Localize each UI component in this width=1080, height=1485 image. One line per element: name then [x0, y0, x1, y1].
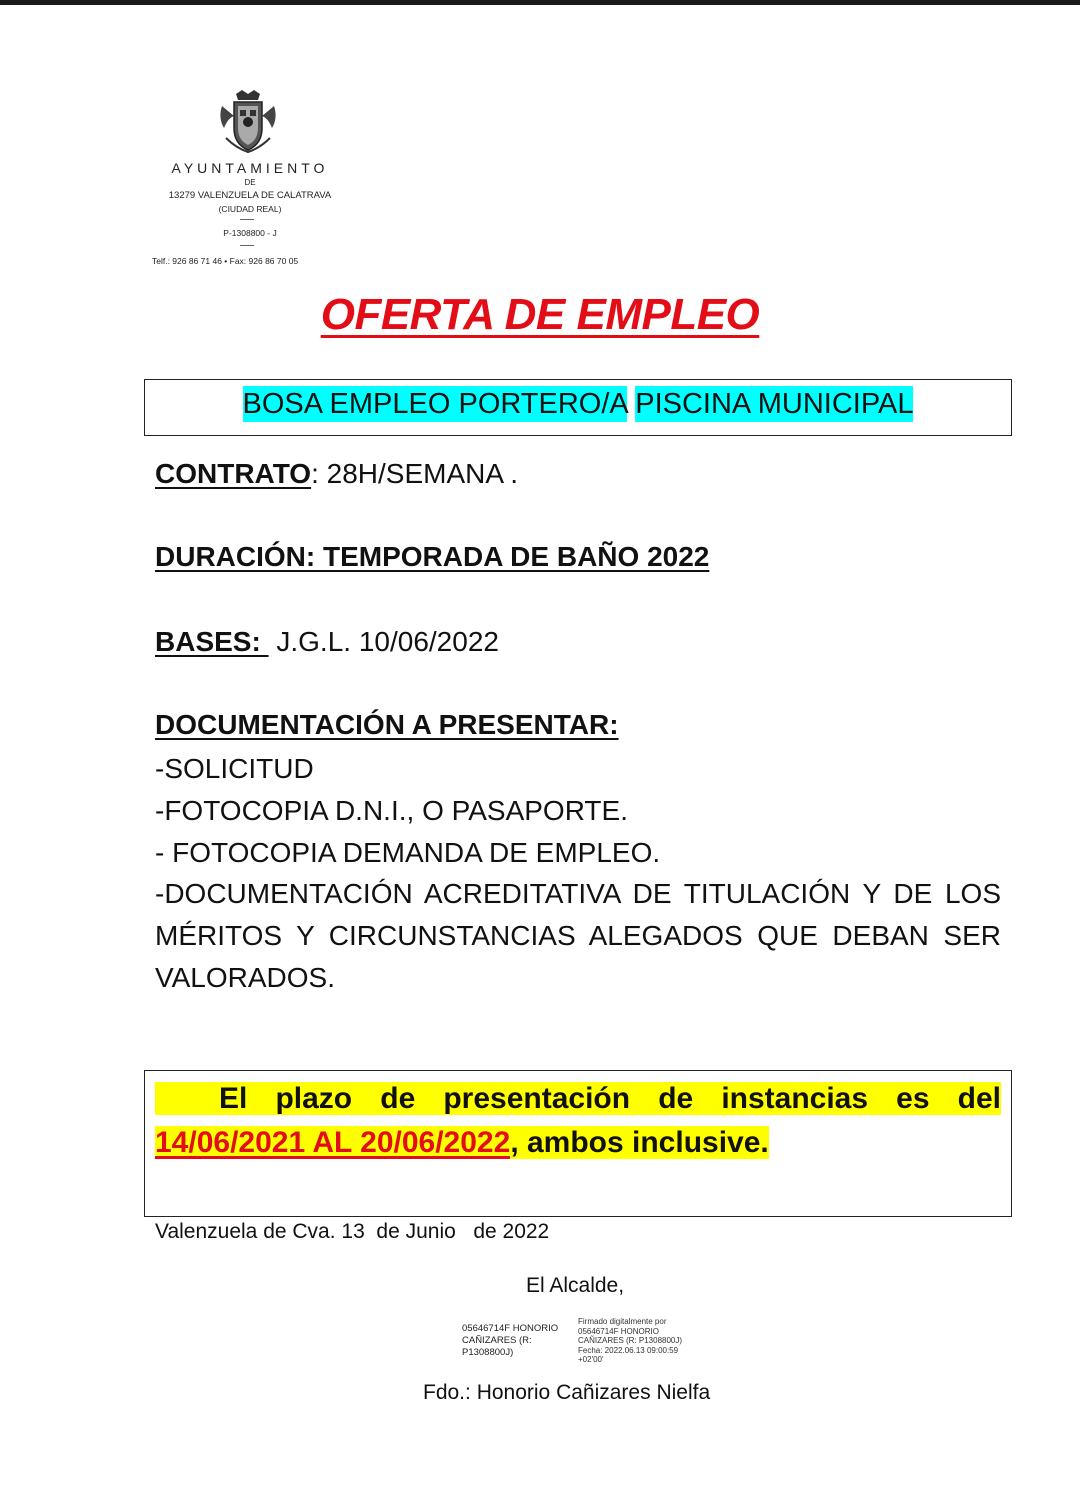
letterhead-de: DE [244, 178, 256, 187]
letterhead-divider [240, 219, 254, 220]
deadline-outro: , ambos inclusive. [510, 1126, 769, 1159]
deadline-text [155, 1077, 1001, 1165]
deadline-intro: El plazo de presentación de instancias es del [155, 1082, 1001, 1115]
duracion-line [155, 541, 709, 573]
duracion-label: DURACIÓN: TEMPORADA DE BAÑO 2022 [155, 541, 710, 572]
contrato-value: : 28H/SEMANA . [311, 458, 519, 489]
job-title-part2: PISCINA MUNICIPAL [635, 388, 914, 420]
letterhead-divider [240, 245, 254, 246]
page-title: OFERTA DE EMPLEO [320, 290, 760, 339]
signature-name: 05646714F HONORIO CAÑIZARES (R: P1308800J) [462, 1323, 559, 1358]
letterhead-code: P-1308800 - J [223, 228, 277, 238]
digital-signature-stamp: Firmado digitalmente por 05646714F HONORIO CAÑIZARES (R: P1308800J) Fecha: 2022.06.13 09:00:59 +02'00' [578, 1317, 683, 1364]
doc-item-titulacion: -DOCUMENTACIÓN ACREDITATIVA DE TITULACIÓN Y DE LOS MÉRITOS Y CIRCUNSTANCIAS ALEGADOS QUE DEBAN SER VALORADOS. [155, 878, 1001, 993]
bases-value: J.G.L. 10/06/2022 [268, 626, 499, 657]
doc-item-dni: -FOTOCOPIA D.N.I., O PASAPORTE. [155, 795, 628, 826]
deadline-dates: 14/06/2021 AL 20/06/2022 [155, 1126, 511, 1159]
signatory-name: Fdo.: Honorio Cañizares Nielfa [423, 1381, 711, 1404]
doc-item-solicitud: -SOLICITUD [155, 753, 314, 784]
deadline-box [144, 1070, 1012, 1217]
contrato-line [155, 458, 518, 490]
doc-item-demanda: - FOTOCOPIA DEMANDA DE EMPLEO. [155, 837, 661, 868]
letterhead-name: AYUNTAMIENTO [171, 160, 329, 176]
job-title-box [144, 379, 1012, 436]
letterhead-province: (CIUDAD REAL) [218, 204, 282, 214]
bases-label: BASES: [155, 626, 269, 657]
job-title-part1: BOSA EMPLEO PORTERO/A [242, 388, 628, 420]
documentacion-heading [155, 709, 619, 741]
letterhead-address: 13279 VALENZUELA DE CALATRAVA [168, 190, 332, 201]
contrato-label: CONTRATO [155, 458, 312, 489]
bases-line [155, 626, 499, 658]
job-title [145, 388, 1011, 421]
documentacion-label: DOCUMENTACIÓN A PRESENTAR: [155, 709, 619, 740]
alcalde-label: El Alcalde, [526, 1274, 625, 1297]
letterhead-phone: Telf.: 926 86 71 46 • Fax: 926 86 70 05 [152, 256, 299, 266]
place-date: Valenzuela de Cva. 13 de Junio de 2022 [155, 1220, 550, 1243]
coat-of-arms-logo [216, 88, 280, 154]
top-border [0, 0, 1080, 5]
